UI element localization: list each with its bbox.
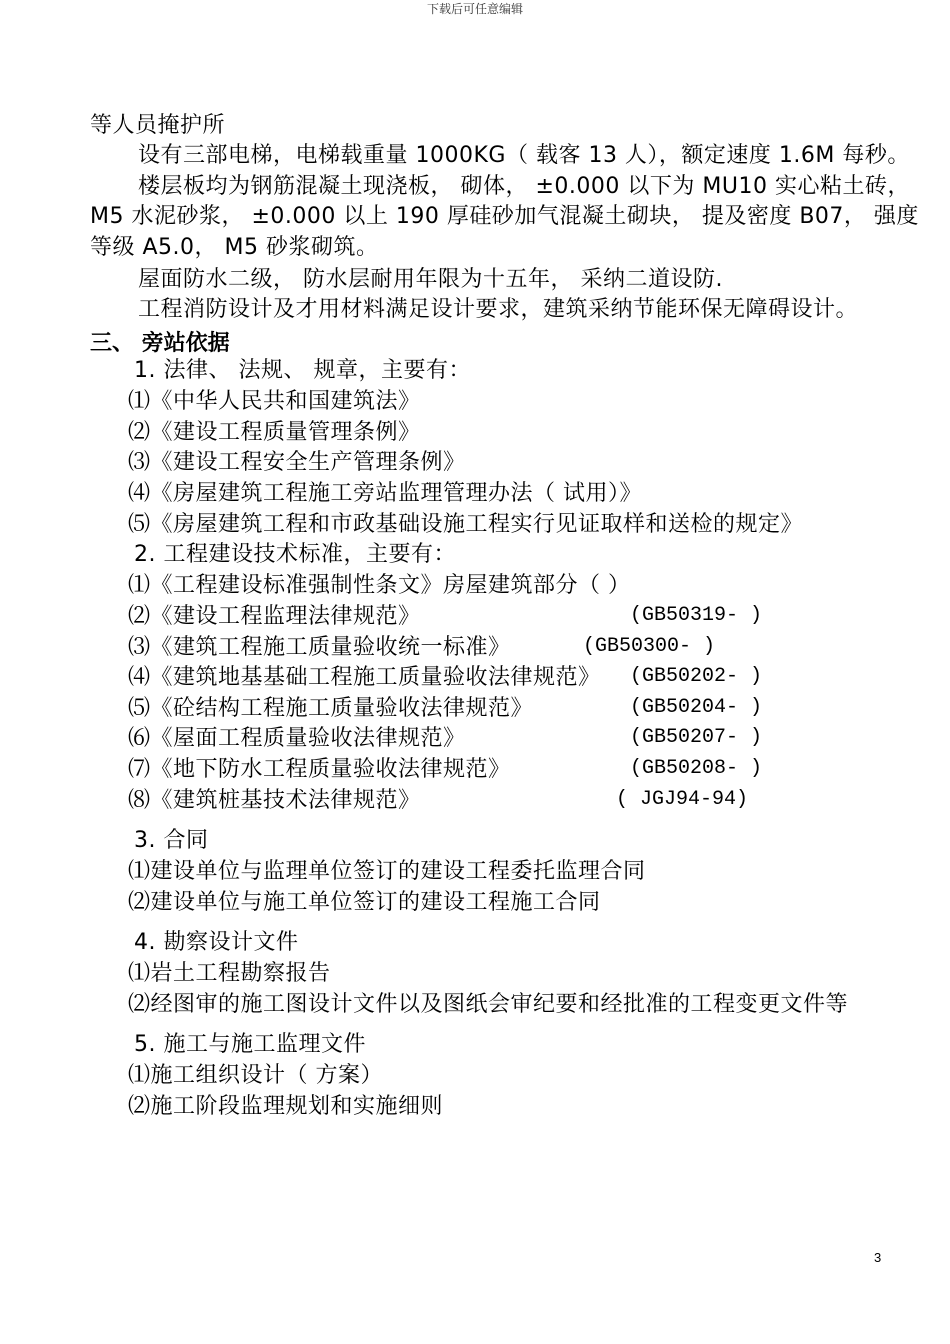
body-line: 工程消防设计及才用材料满足设计要求，建筑采纳节能环保无障碍设计。 (138, 297, 859, 322)
body-line: 等人员掩护所 (90, 113, 226, 138)
list-item: ⑵施工阶段监理规划和实施细则 (128, 1094, 444, 1119)
list-item: ⑸《砼结构工程施工质量验收法律规范》 (128, 696, 534, 721)
list-item: ⑴建设单位与监理单位签订的建设工程委托监理合同 (128, 859, 646, 884)
list-item: ⑹《屋面工程质量验收法律规范》 (128, 726, 466, 751)
body-line: 等级 A5.0， M5 砂浆砌筑。 (90, 235, 379, 260)
list-item: ⑴《工程建设标准强制性条文》房屋建筑部分（ ） (128, 573, 631, 598)
body-line: 楼层板均为钢筋混凝土现浇板， 砌体， ±0.000 以下为 MU10 实心粘土砖， (138, 174, 910, 199)
standard-code: ( JGJ94-94) (616, 788, 749, 811)
standard-code: (GB50300- ) (583, 635, 716, 658)
list-item: ⑴施工组织设计（ 方案） (128, 1063, 383, 1088)
standard-code: (GB50204- ) (630, 696, 763, 719)
page-header: 下载后可任意编辑 (426, 2, 523, 16)
body-line: M5 水泥砂浆， ±0.000 以上 190 厚硅砂加气混凝土砌块， 提及密度 B07， 强度 (90, 204, 919, 229)
list-item: ⑶《建设工程安全生产管理条例》 (128, 450, 466, 475)
standard-code: (GB50202- ) (630, 665, 763, 688)
body-line: 屋面防水二级， 防水层耐用年限为十五年， 采纳二道设防. (138, 267, 723, 292)
list-item: ⑷《建筑地基基础工程施工质量验收法律规范》 (128, 665, 601, 690)
subsection-title: 5. 施工与施工监理文件 (134, 1032, 366, 1057)
list-item: ⑵《建设工程质量管理条例》 (128, 420, 421, 445)
subsection-title: 4. 勘察设计文件 (134, 930, 299, 955)
list-item: ⑸《房屋建筑工程和市政基础设施工程实行见证取样和送检的规定》 (128, 512, 804, 537)
standard-code: (GB50208- ) (630, 757, 763, 780)
list-item: ⑷《房屋建筑工程施工旁站监理管理办法（ 试用）》 (128, 481, 642, 506)
list-item: ⑵《建设工程监理法律规范》 (128, 604, 421, 629)
standard-code: (GB50207- ) (630, 726, 763, 749)
subsection-title: 2. 工程建设技术标准，主要有： (134, 542, 456, 567)
list-item: ⑶《建筑工程施工质量验收统一标准》 (128, 635, 511, 660)
list-item: ⑵经图审的施工图设计文件以及图纸会审纪要和经批准的工程变更文件等 (128, 992, 849, 1017)
list-item: ⑴岩土工程勘察报告 (128, 961, 331, 986)
list-item: ⑻《建筑桩基技术法律规范》 (128, 788, 421, 813)
subsection-title: 1. 法律、 法规、 规章，主要有： (134, 358, 471, 383)
section-heading: 三、 旁站依据 (90, 331, 230, 356)
list-item: ⑴《中华人民共和国建筑法》 (128, 389, 421, 414)
standard-code: (GB50319- ) (630, 604, 763, 627)
list-item: ⑺《地下防水工程质量验收法律规范》 (128, 757, 511, 782)
subsection-title: 3. 合同 (134, 828, 209, 853)
body-line: 设有三部电梯，电梯载重量 1000KG（ 载客 13 人），额定速度 1.6M 每秒。 (138, 143, 910, 168)
page-number: 3 (874, 1250, 882, 1265)
list-item: ⑵建设单位与施工单位签订的建设工程施工合同 (128, 890, 601, 915)
